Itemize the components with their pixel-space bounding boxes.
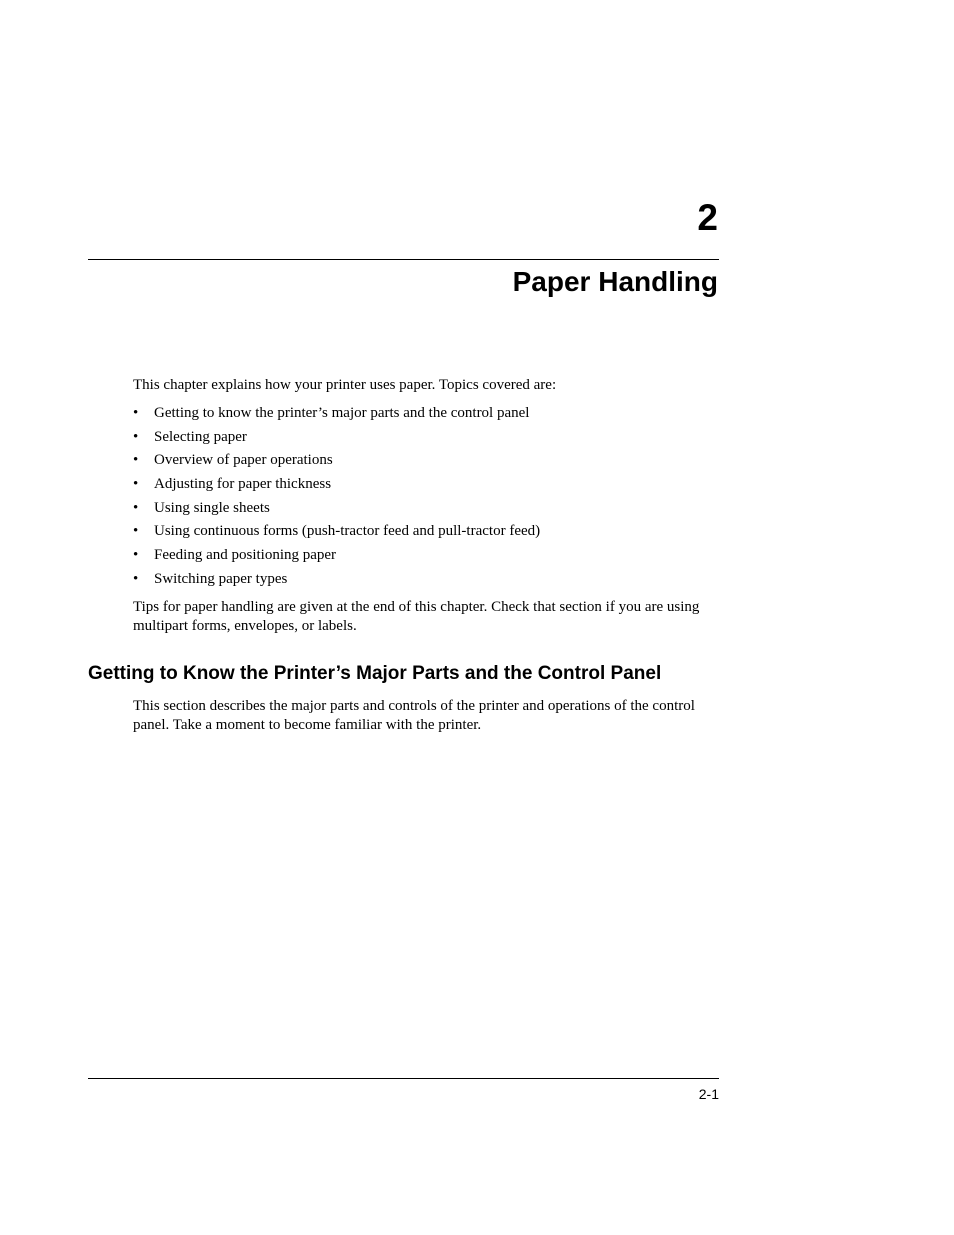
list-item-text: Selecting paper — [154, 428, 247, 445]
page-number: 2-1 — [698, 1086, 719, 1102]
header-rule — [88, 259, 719, 260]
footer-rule — [88, 1078, 719, 1079]
bullet-icon: • — [133, 499, 139, 516]
list-item — [133, 404, 713, 428]
chapter-number: 2 — [697, 197, 718, 238]
bullet-icon: • — [133, 452, 139, 469]
list-item — [133, 546, 713, 570]
list-item-text: Getting to know the printer’s major parts and the control panel — [154, 405, 530, 421]
tips-paragraph: Tips for paper handling are given at the end of this chapter. Check that section if you are using multipart forms, envelopes, or labels. — [133, 599, 700, 634]
section-heading: Getting to Know the Printer’s Major Parts and the Control Panel — [88, 663, 662, 684]
bullet-icon: • — [133, 405, 139, 421]
bullet-icon: • — [133, 476, 139, 493]
bullet-icon: • — [133, 547, 139, 564]
list-item-text: Feeding and positioning paper — [154, 547, 337, 564]
intro-paragraph: This chapter explains how your printer uses paper. Topics covered are: — [133, 377, 557, 393]
list-item — [133, 570, 713, 594]
list-item — [133, 451, 713, 475]
list-item-text: Using continuous forms (push-tractor feed and pull-tractor feed) — [154, 523, 541, 540]
bullet-icon: • — [133, 570, 139, 587]
list-item — [133, 475, 713, 499]
list-item-text: Using single sheets — [154, 499, 270, 516]
list-item — [133, 499, 713, 523]
list-item — [133, 428, 713, 452]
chapter-title: Paper Handling — [512, 266, 718, 297]
topic-list — [133, 404, 713, 594]
section-paragraph: This section describes the major parts and controls of the printer and operations of the control panel. Take a moment to become familiar with the printer. — [133, 698, 695, 733]
bullet-icon: • — [133, 428, 139, 445]
bullet-icon: • — [133, 523, 139, 540]
list-item — [133, 522, 713, 546]
list-item-text: Adjusting for paper thickness — [154, 476, 332, 493]
list-item-text: Switching paper types — [154, 570, 288, 587]
list-item-text: Overview of paper operations — [154, 452, 333, 469]
